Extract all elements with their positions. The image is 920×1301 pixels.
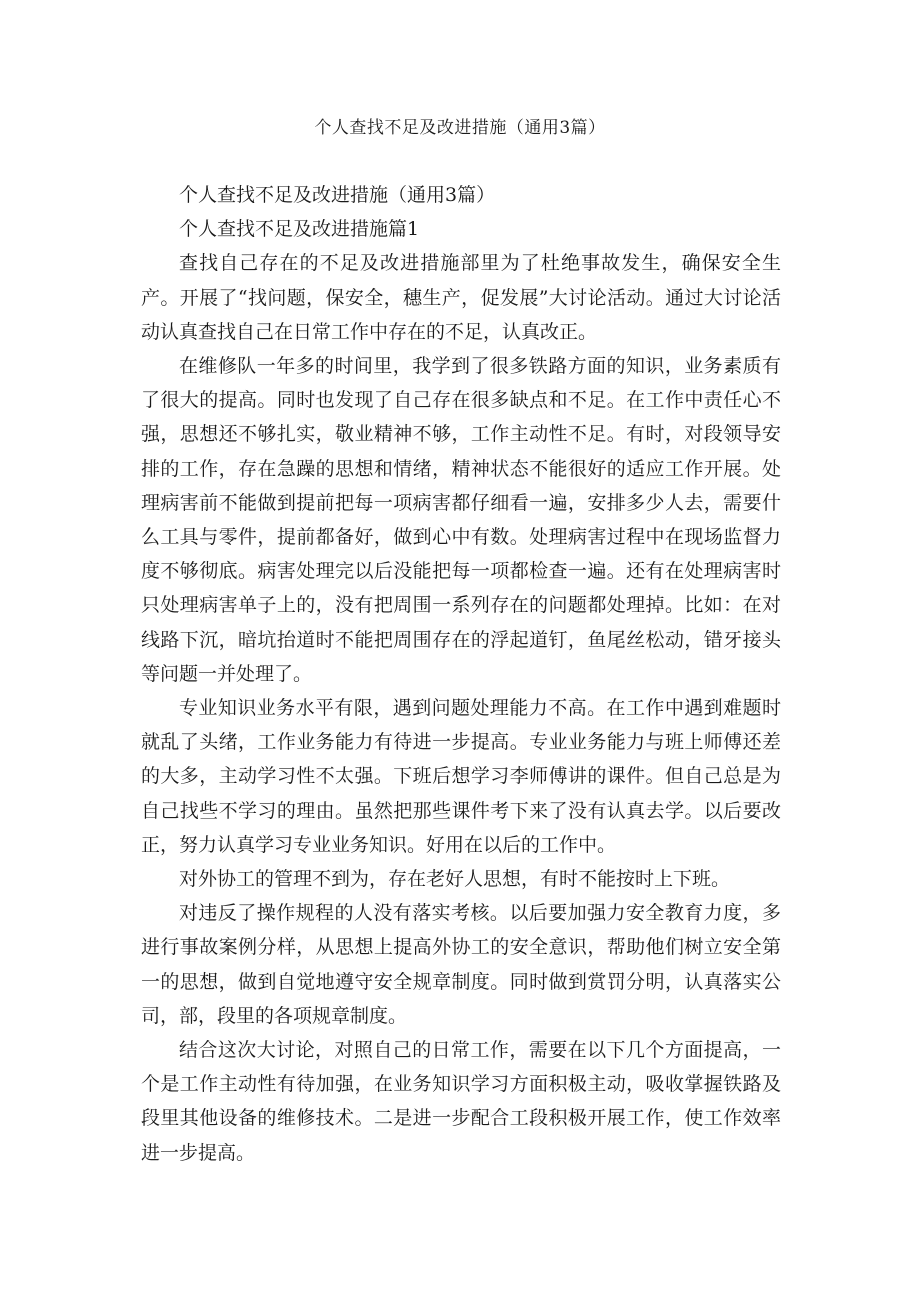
subtitle-line: 个人查找不足及改进措施（通用3篇）: [179, 184, 496, 206]
body-paragraph: 在维修队一年多的时间里，我学到了很多铁路方面的知识，业务素质有了很大的提高。同时也发现了自己存在很多缺点和不足。在工作中责任心不强，思想还不够扎实，敬业精神不够，工作主动性不足。有时，对段领导安排的工作，存在急躁的思想和情绪，精神状态不能很好的适应工作开展。处理病害前不能做到提前把每一项病害都仔细看一遍，安排多少人去，需要什么工具与零件，提前都备好，做到心中有数。处理病害过程中在现场监督力度不够彻底。病害处理完以后没能把每一项都检查一遍。还有在处理病害时只处理病害单子上的，没有把周围一系列存在的问题都处理掉。比如：在对线路下沉，暗坑抬道时不能把周围存在的浮起道钉，鱼尾丝松动，错牙接头等问题一并处理了。: [141, 355, 781, 685]
body-paragraph: 查找自己存在的不足及改进措施部里为了杜绝事故发生，确保安全生产。开展了“找问题，保安全，穗生产，促发展”大讨论活动。通过大讨论活动认真查找自己在日常工作中存在的不足，认真改正。: [141, 252, 781, 343]
body-paragraph: 结合这次大讨论，对照自己的日常工作，需要在以下几个方面提高，一个是工作主动性有待加强，在业务知识学习方面积极主动，吸收掌握铁路及段里其他设备的维修技术。二是进一步配合工段积极开展工作，使工作效率进一步提高。: [141, 1039, 781, 1164]
document-body: [141, 178, 781, 1170]
body-paragraph: 对外协工的管理不到为，存在老好人思想，有时不能按时上下班。: [179, 868, 731, 891]
body-paragraph: 专业知识业务水平有限，遇到问题处理能力不高。在工作中遇到难题时就乱了头绪，工作业务能力有待进一步提高。专业业务能力与班上师傅还差的大多，主动学习性不太强。下班后想学习李师傅讲的课件。但自己总是为自己找些不学习的理由。虽然把那些课件考下来了没有认真去学。以后要改正，努力认真学习专业业务知识。好用在以后的工作中。: [141, 697, 781, 856]
section-heading: 个人查找不足及改进措施篇1: [179, 218, 420, 241]
body-paragraph: 对违反了操作规程的人没有落实考核。以后要加强力安全教育力度，多进行事故案例分样，从思想上提高外协工的安全意识，帮助他们树立安全第一的思想，做到自觉地遵守安全规章制度。同时做到赏罚分明，认真落实公司，部，段里的各项规章制度。: [141, 902, 781, 1027]
document-title: 个人查找不足及改进措施（通用3篇）: [314, 118, 606, 138]
